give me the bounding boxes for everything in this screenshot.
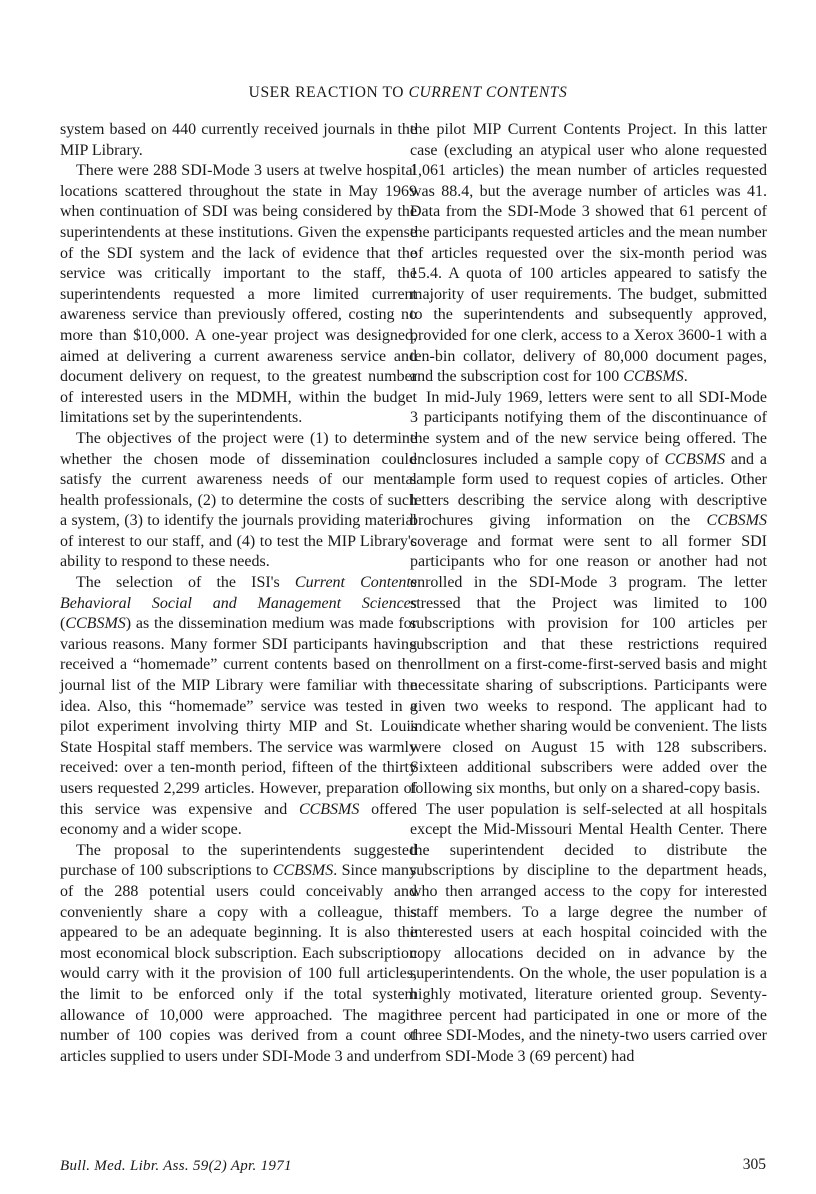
page-number: 305 xyxy=(742,1156,766,1173)
paragraph: The objectives of the project were (1) to determine whether the chosen mode of dissemination could satisfy the current awareness needs of our mental health professionals, (2) to determine the costs of such a system, (3) to identify the journals providing material of interest to our staff, and (4) to test the MIP Library's ability to respond to these needs. xyxy=(60,429,417,571)
text-run: ) as the dissemination medium was made for various reasons. Many former SDI participants having received a “homemade” current contents based on the journal list of the MIP Library were familiar with the idea. Also, this “homemade” service was tested in a pilot experiment involving thirty MIP and St. Louis State Hospital staff members. The service was warmly received: over a ten-month period, fifteen of the thirty users requested 2,299 articles. However, preparation of this service was expensive and xyxy=(60,615,417,818)
paragraph: system based on 440 currently received journals in the MIP Library. xyxy=(60,121,417,159)
text-run: the pilot MIP Current Contents Project. In this latter case (excluding an atypical user who alone requested 1,061 articles) the mean number of articles requested was 88.4, but the average number of articles was 41. Data from the SDI-Mode 3 showed that 61 percent of the participants requested articles and the mean number of articles requested over the six-month period was 15.4. A quota of 100 articles appeared to satisfy the majority of user requirements. The budget, submitted to the superintendents and subsequently approved, provided for one clerk, access to a Xerox 3600-1 with a ten-bin collator, delivery of 80,000 document pages, and the subscription cost for 100 xyxy=(410,121,767,386)
text-run: The selection of the ISI's xyxy=(76,574,295,592)
journal-title: Current Contents Behavioral Social and Management Sciences xyxy=(60,574,417,612)
paragraph: The user population is self-selected at all hospitals except the Mid-Missouri Mental Health Center. There the superintendent decided to distribute the subscriptions by discipline to the department heads, who then arranged access to the copy for interested staff members. To a large degree the number of interested users at each hospital coincided with the copy allocations decided on in advance by the superintendents. On the whole, the user population is a highly motivated, literature oriented group. Seventy-three percent had participated in one or more of the three SDI-Modes, and the ninety-two users carried over from SDI-Mode 3 (69 percent) had xyxy=(410,800,767,1065)
running-head-prefix: USER REACTION TO xyxy=(248,84,405,101)
text-run: coverage and format were sent to all former SDI participants who for one reason or another had not enrolled in the SDI-Mode 3 program. The letter stressed that the Project was limited to 100 subscriptions with provision for 100 articles per subscription and that these restrictions required enrollment on a first-come-first-served basis and might necessitate sharing of subscriptions. Participants were given two weeks to respond. The applicant had to indicate whether sharing would be convenient. The lists were closed on August 15 with 128 subscribers. Sixteen additional subscribers were added over the following six months, but only on a shared-copy basis. xyxy=(410,532,767,797)
journal-abbreviation: CCBSMS xyxy=(623,368,684,386)
text-run: ( xyxy=(60,615,66,633)
text-run: and a sample form used to request copies of articles. Other letters describing the service along with descriptive brochures giving information on the xyxy=(410,450,767,530)
paragraph: There were 288 SDI-Mode 3 users at twelve hospital locations scattered throughout the state in May 1969 when continuation of SDI was being considered by the superintendents at these institutions. Given the expense of the SDI system and the lack of evidence that the service was critically important to the staff, the superintendents requested a more limited current awareness service than previously offered, costing no more than $10,000. A one-year project was designed, aimed at delivering a current awareness service and document delivery on request, to the greatest number of interested users in the MDMH, within the budget limitations set by the superintendents. xyxy=(60,162,417,427)
text-run: In mid-July 1969, letters were sent to all SDI-Mode 3 participants notifying them of the discontinuance of the system and of the new service being offered. The enclosures included a sample copy of xyxy=(410,388,767,468)
running-head xyxy=(0,84,816,102)
paragraph xyxy=(60,841,417,1068)
journal-abbreviation: CCBSMS xyxy=(664,450,726,468)
text-run: offered economy and a wider scope. xyxy=(60,800,417,839)
journal-citation: Bull. Med. Libr. Ass. 59(2) Apr. 1971 xyxy=(60,1158,292,1174)
journal-abbreviation: CCBSMS xyxy=(272,862,334,880)
paragraph xyxy=(410,120,767,388)
text-run: . Since many of the 288 potential users could conceivably and conveniently share a copy with a colleague, this appeared to be an adequate beginning. It is also the most economical block subscription. Each subscription would carry with it the provision of 100 full articles, the limit to be enforced only if the total system allowance of 10,000 were approached. The magic number of 100 copies was derived from a count of articles supplied to users under SDI-Mode 3 and under xyxy=(60,862,418,1065)
journal-abbreviation: CCBSMS xyxy=(298,800,360,818)
text-run: The proposal to the superintendents suggested purchase of 100 subscriptions to xyxy=(60,841,417,880)
running-head-italic: CURRENT CONTENTS xyxy=(408,84,568,101)
text-run: . xyxy=(683,368,688,386)
right-column xyxy=(410,120,767,1067)
journal-abbreviation: CCBSMS xyxy=(706,512,767,530)
journal-abbreviation: CCBSMS xyxy=(65,615,126,633)
paragraph xyxy=(410,388,767,800)
paragraph xyxy=(60,573,417,841)
left-column xyxy=(60,120,417,1067)
